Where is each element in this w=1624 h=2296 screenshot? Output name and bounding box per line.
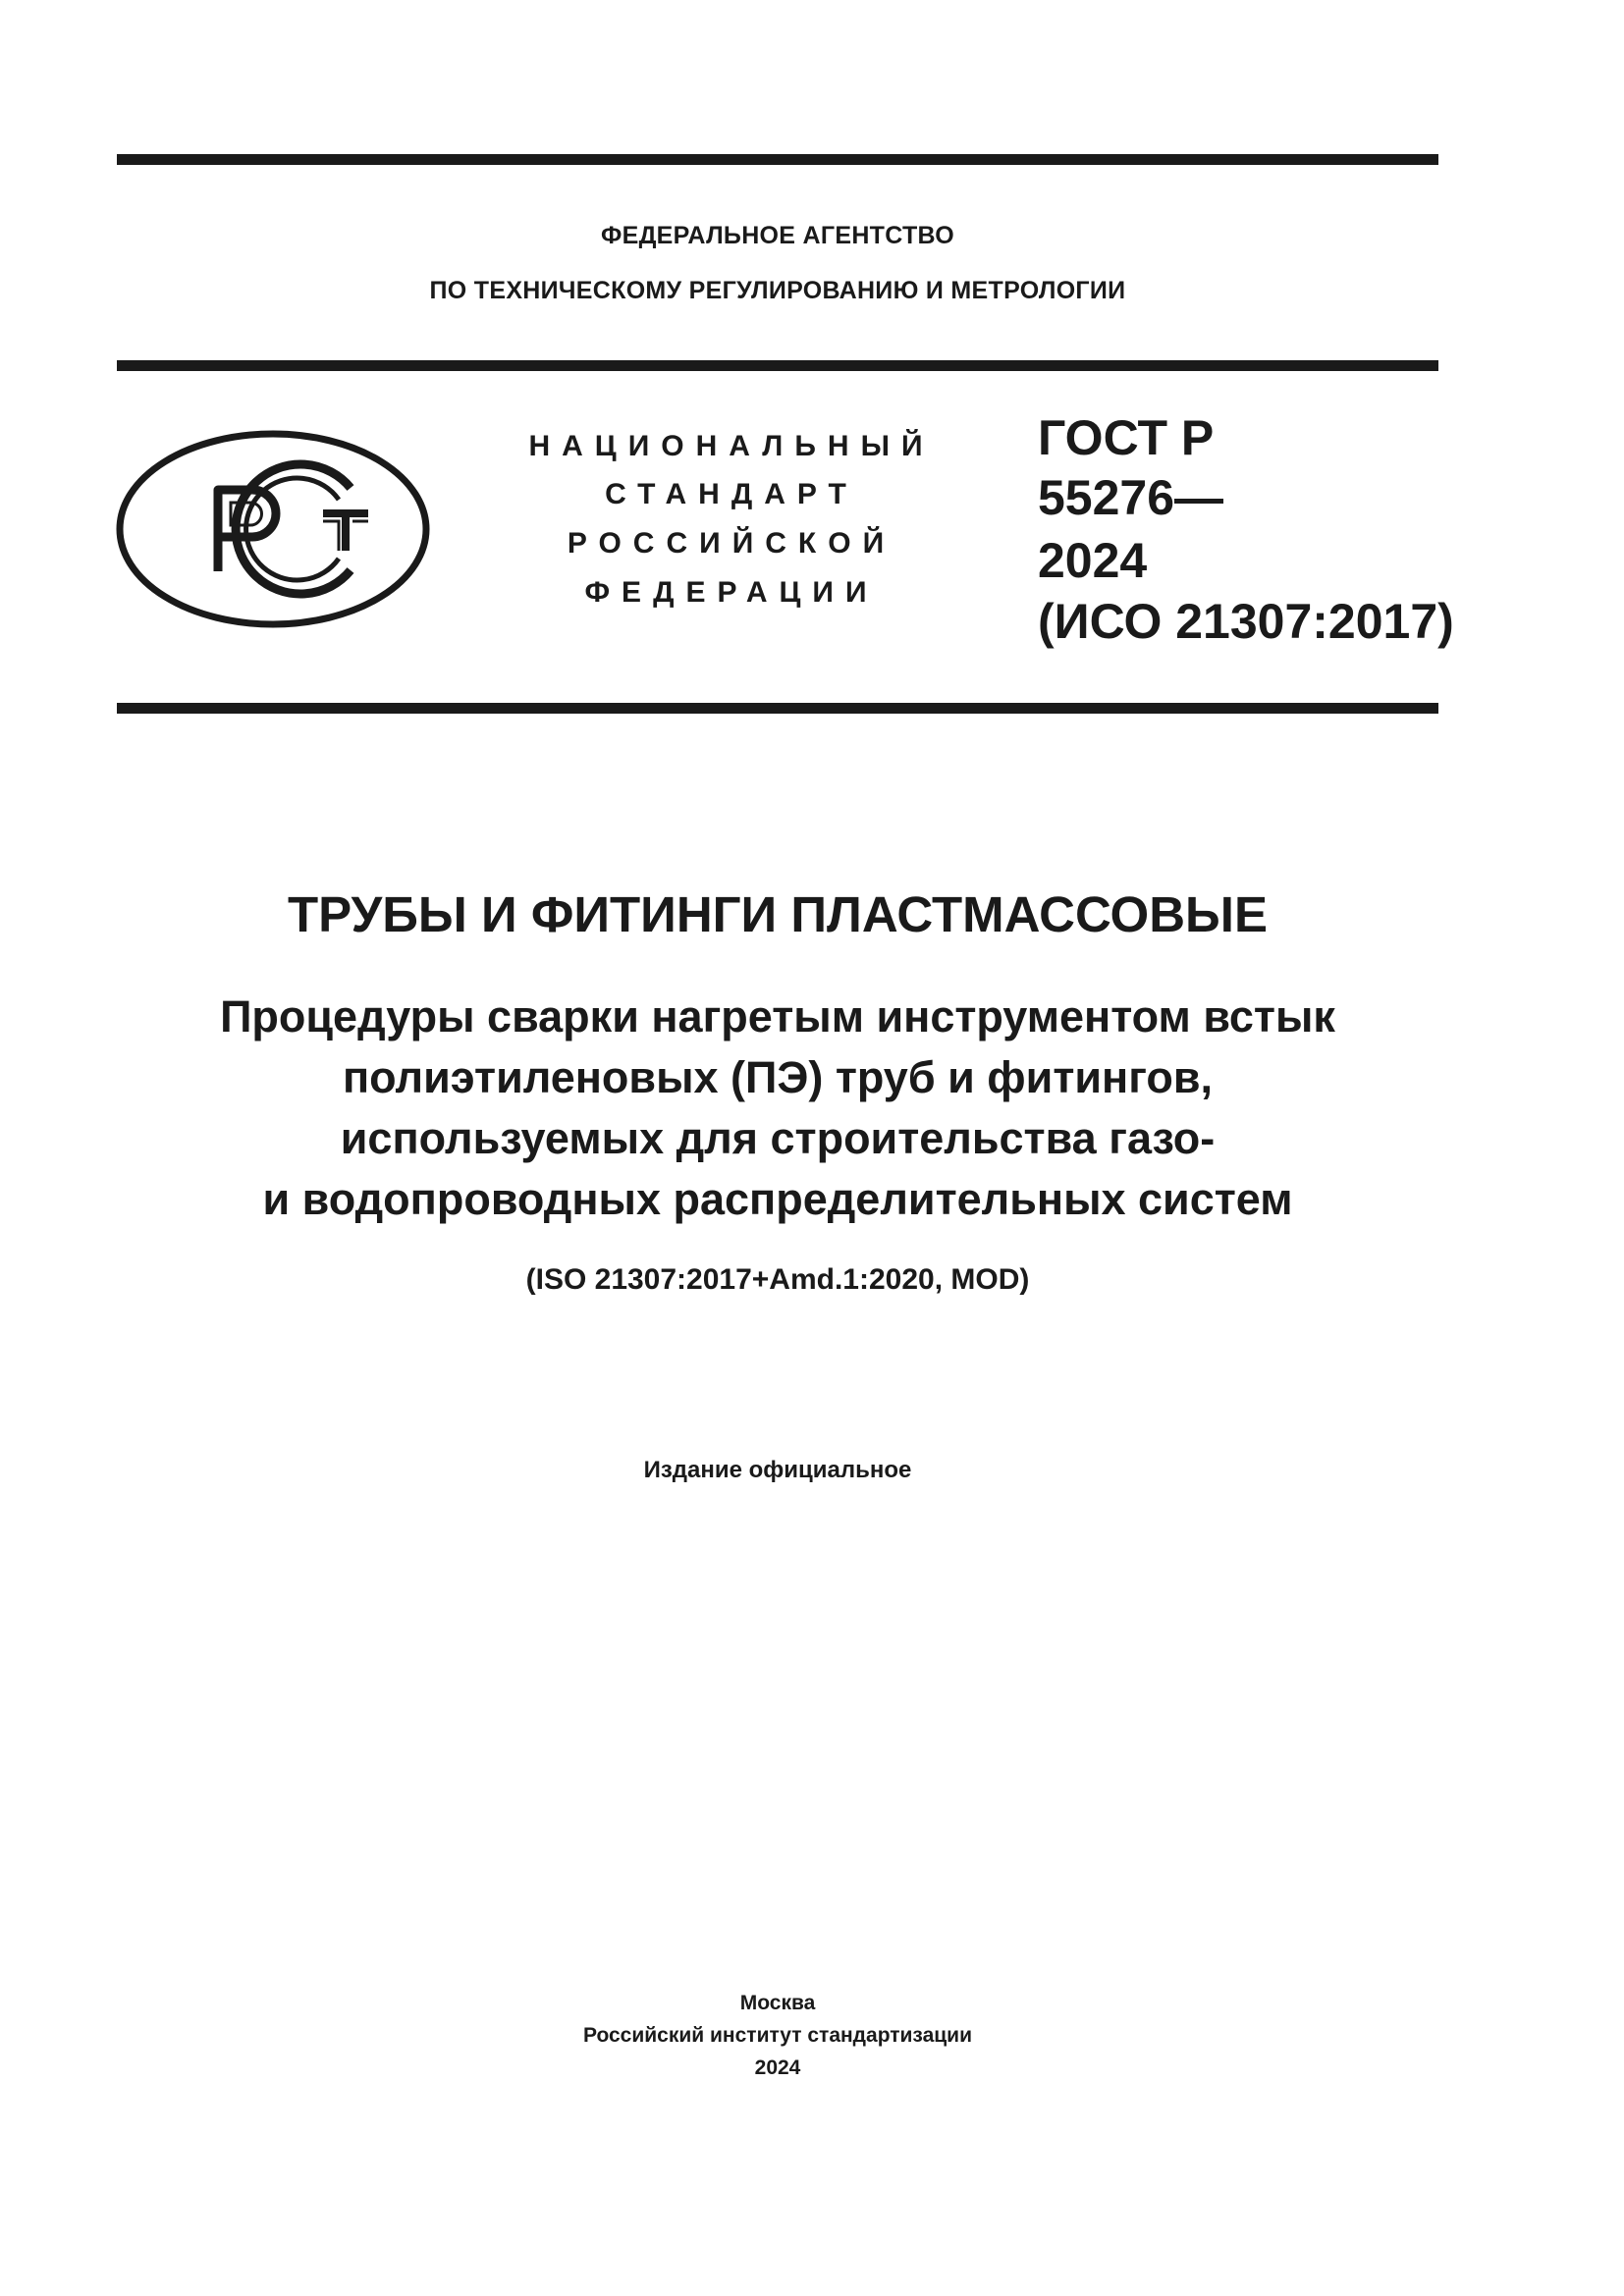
imprint-publisher: Российский институт стандартизации <box>582 2024 973 2047</box>
standard-designation-line-2: 55276— <box>1038 470 1224 525</box>
rst-certification-mark-icon <box>115 429 431 629</box>
national-standard-line-4: ФЕДЕРАЦИИ <box>584 576 879 609</box>
document-subtitle-line-3: используемых для строительства газо- <box>340 1113 1216 1163</box>
bottom-rule <box>117 703 1438 714</box>
agency-name-line-2: ПО ТЕХНИЧЕСКОМУ РЕГУЛИРОВАНИЮ И МЕТРОЛОГИИ <box>429 277 1126 304</box>
document-title: ТРУБЫ И ФИТИНГИ ПЛАСТМАССОВЫЕ <box>288 886 1268 942</box>
imprint-year: 2024 <box>754 2056 801 2079</box>
middle-rule <box>117 360 1438 371</box>
national-standard-line-1: НАЦИОНАЛЬНЫЙ <box>528 430 935 462</box>
imprint-city: Москва <box>739 1992 816 2014</box>
top-rule <box>117 154 1438 165</box>
document-subtitle-line-2: полиэтиленовых (ПЭ) труб и фитингов, <box>342 1052 1214 1102</box>
standard-designation-line-4: (ИСО 21307:2017) <box>1038 594 1454 649</box>
national-standard-line-2: СТАНДАРТ <box>605 478 858 510</box>
document-subtitle-line-4: и водопроводных распределительных систем <box>262 1174 1293 1224</box>
standard-designation-line-3: 2024 <box>1038 533 1148 588</box>
iso-reference: (ISO 21307:2017+Amd.1:2020, MOD) <box>525 1263 1030 1296</box>
agency-name-line-1: ФЕДЕРАЛЬНОЕ АГЕНТСТВО <box>600 222 955 249</box>
national-standard-line-3: РОССИЙСКОЙ <box>567 527 896 560</box>
edition-label: Издание официальное <box>643 1457 912 1483</box>
standard-designation-line-1: ГОСТ Р <box>1038 410 1215 465</box>
document-subtitle-line-1: Процедуры сварки нагретым инструментом встык <box>220 991 1335 1041</box>
